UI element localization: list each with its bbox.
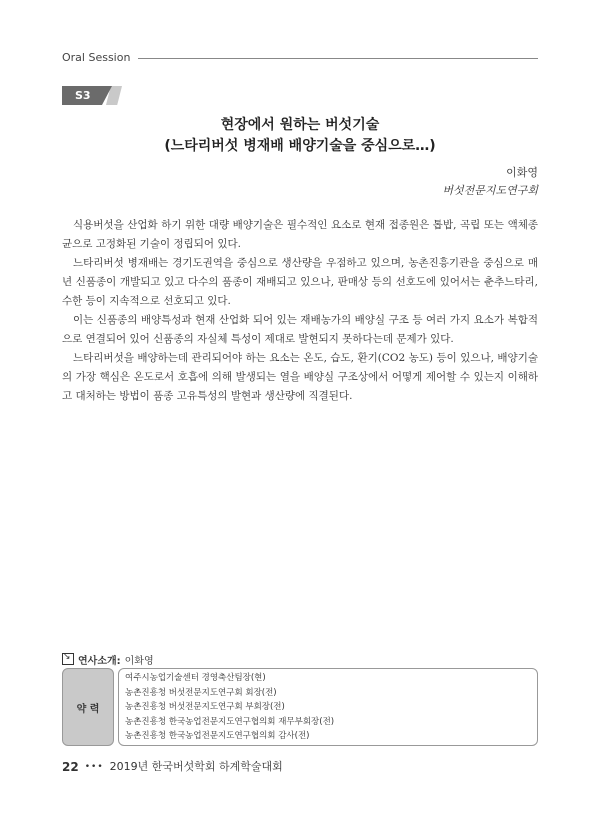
abstract-body	[62, 216, 538, 406]
career-item: 농촌진흥청 버섯전문지도연구회 회장(전)	[125, 687, 277, 698]
career-item: 농촌진흥청 한국농업전문지도연구협의회 감사(전)	[125, 731, 310, 742]
header-label: Oral Session	[62, 51, 138, 65]
career-box	[62, 668, 538, 746]
body-paragraph: 이는 신품종의 배양특성과 현재 산업화 되어 있는 재배농가의 배양실 구조 등 여러 가지 요소가 복합적으로 연결되어 있어 신품종의 자실체 특성이 제대로 발현되지 못하다는데 문제가 있다.	[62, 314, 538, 345]
speaker-name: 이화영	[124, 655, 154, 667]
page-footer	[62, 760, 283, 774]
speaker-intro-heading	[62, 652, 154, 666]
career-item: 농촌진흥청 한국농업전문지도연구협의회 재무부회장(전)	[125, 716, 335, 727]
session-tag-text: S3	[75, 89, 91, 102]
conference-name: 2019년 한국버섯학회 하계학술대회	[109, 760, 283, 773]
body-paragraph: 느타리버섯을 배양하는데 관리되어야 하는 요소는 온도, 습도, 환기(CO2 농도) 등이 있으나, 배양기술의 가장 핵심은 온도로서 호흡에 의해 발생되는 열을 배양실 구조상에서 어떻게 제어할 수 있는지 이해하고 대처하는 방법이 품종 고유특성의 발현과 생산량에 직결된다.	[62, 352, 538, 402]
footer-dots: •••	[84, 762, 104, 772]
session-tag	[62, 86, 124, 105]
paper-subtitle: (느타리버섯 병재배 배양기술을 중심으로…)	[164, 138, 436, 154]
page-number: 22	[62, 760, 79, 774]
career-list	[118, 668, 538, 746]
body-paragraph: 느타리버섯 병재배는 경기도권역을 중심으로 생산량을 우점하고 있으며, 농촌진흥기관을 중심으로 매년 신품종이 개발되고 있고 다수의 품종이 재배되고 있으나, 판매상 등의 선호도에 있어서는 춘추느타리, 수한 등이 지속적으로 선호되고 있다.	[62, 257, 538, 307]
arrow-icon	[62, 653, 74, 665]
speaker-intro-label: 연사소개:	[78, 655, 121, 667]
paper-title: 현장에서 원하는 버섯기술	[220, 117, 380, 133]
career-label: 약 력	[62, 668, 114, 746]
author-affiliation: 버섯전문지도연구회	[442, 184, 538, 197]
career-item: 농촌진흥청 버섯전문지도연구회 부회장(전)	[125, 702, 285, 713]
body-paragraph: 식용버섯을 산업화 하기 위한 대량 배양기술은 필수적인 요소로 현재 접종원은 톱밥, 곡립 또는 액체종균으로 고정화된 기술이 정립되어 있다.	[62, 219, 538, 250]
running-header	[62, 51, 538, 65]
career-item: 여주시농업기술센터 경영축산팀장(현)	[125, 673, 266, 683]
author-name: 이화영	[506, 166, 538, 179]
